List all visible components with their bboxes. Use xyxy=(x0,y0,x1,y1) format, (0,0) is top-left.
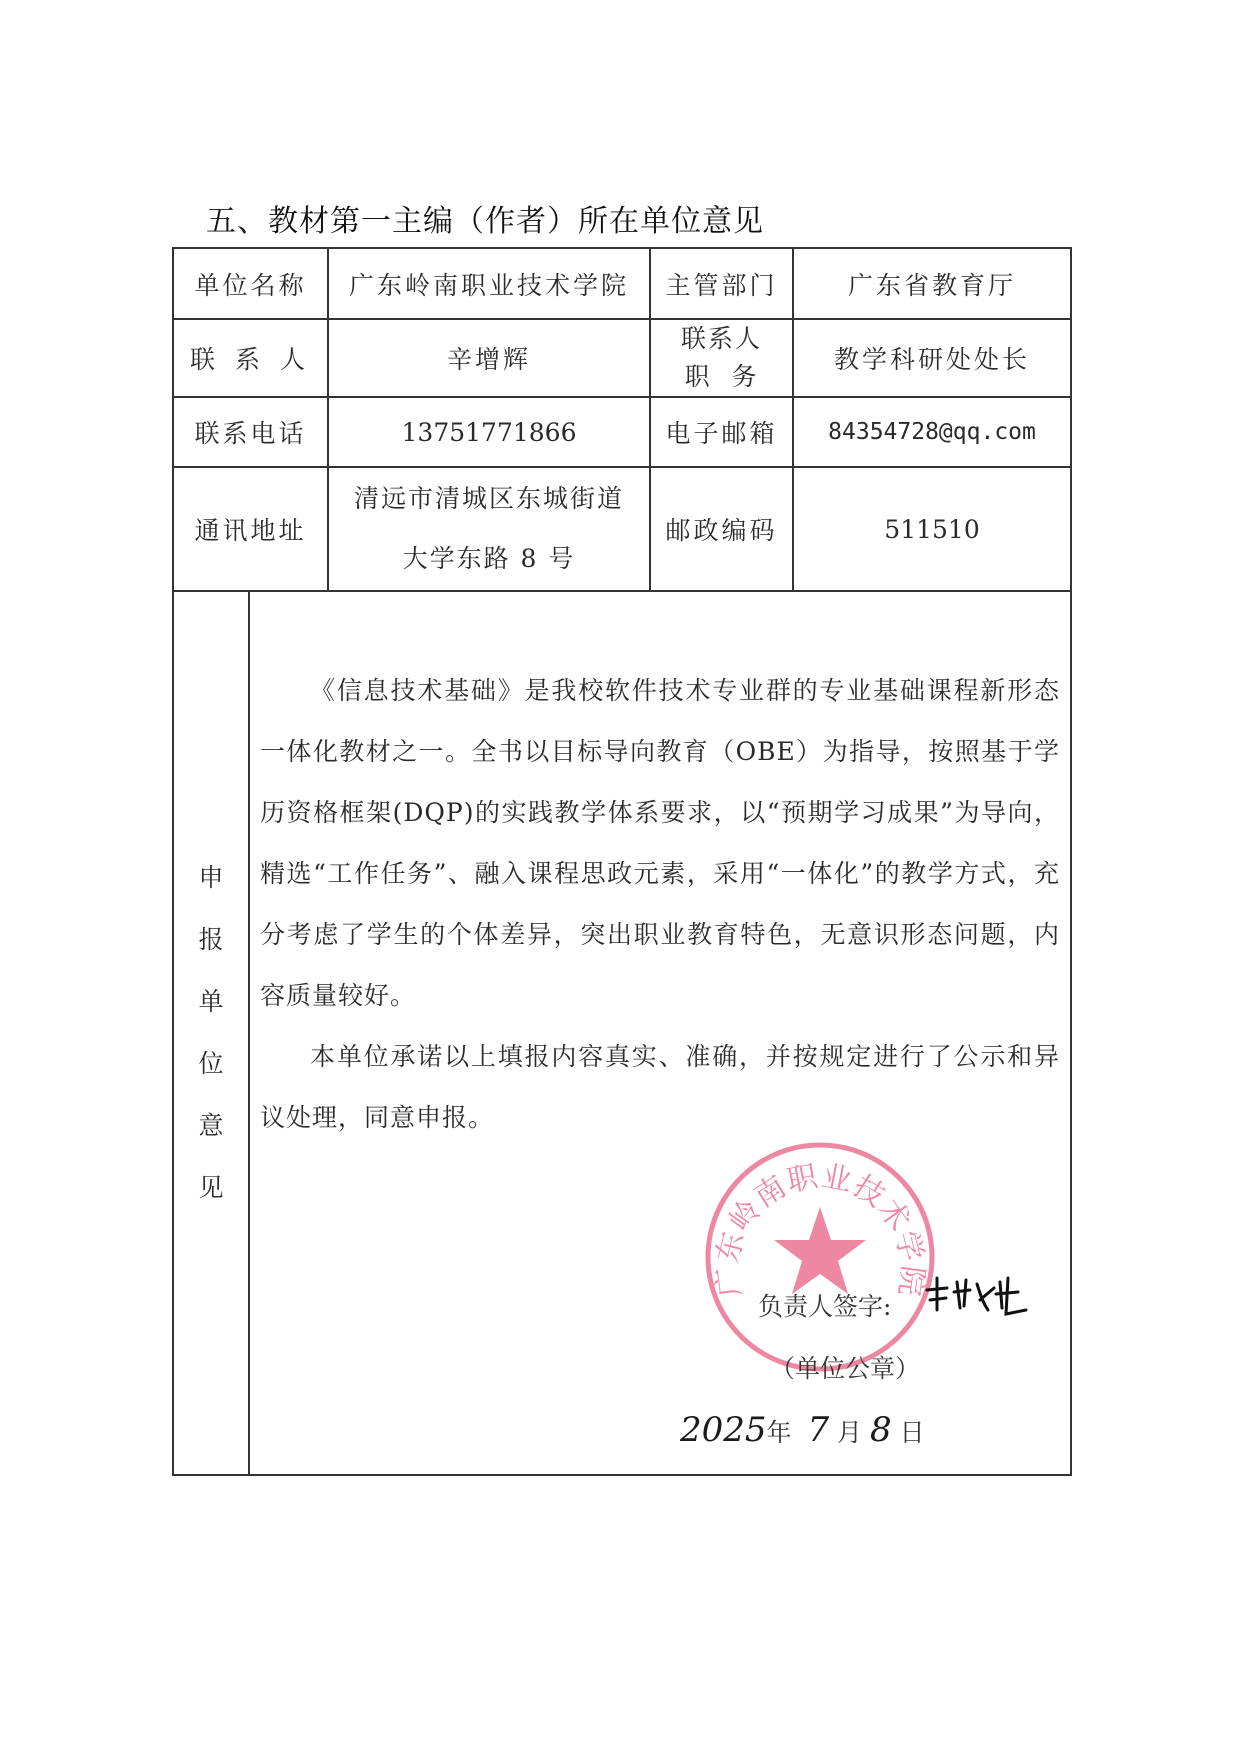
contact-title-label-line2: 职 务 xyxy=(684,362,759,391)
postcode-value: 511510 xyxy=(793,467,1071,591)
address-line2: 大学东路 8 号 xyxy=(402,544,576,573)
address-value xyxy=(328,467,650,591)
unit-name-value: 广东岭南职业技术学院 xyxy=(328,248,650,319)
opinion-paragraph-1: 《信息技术基础》是我校软件技术专业群的专业基础课程新形态一体化教材之一。全书以目标导向教育（OBE）为指导，按照基于学历资格框架(DQP)的实践教学体系要求，以“预期学习成果”为导向，精选“工作任务”、融入课程思政元素，采用“一体化”的教学方式，充分考虑了学生的个体差异，突出职业教育特色，无意识形态问题，内容质量较好。 xyxy=(260,676,1061,1010)
row-contact xyxy=(173,319,1071,397)
supervisor-value: 广东省教育厅 xyxy=(793,248,1071,319)
opinion-label-char: 单 xyxy=(198,987,224,1016)
opinion-label-char: 位 xyxy=(198,1049,224,1078)
address-label: 通讯地址 xyxy=(173,467,328,591)
opinion-label xyxy=(173,591,249,1475)
official-seal-stamp xyxy=(700,1137,940,1377)
contact-value: 辛增辉 xyxy=(328,319,650,397)
row-phone xyxy=(173,397,1071,467)
date-month: 7 xyxy=(807,1410,830,1450)
unit-seal-note: （单位公章） xyxy=(770,1354,921,1383)
contact-title-label-line1: 联系人 xyxy=(681,324,763,353)
opinion-label-char: 见 xyxy=(198,1173,224,1202)
row-opinion xyxy=(173,591,1071,1475)
postcode-label: 邮政编码 xyxy=(650,467,793,591)
date-year-suffix: 年 xyxy=(766,1418,792,1447)
opinion-label-char: 报 xyxy=(198,925,224,954)
signature-line xyxy=(758,1287,891,1323)
seal-star-icon xyxy=(774,1207,866,1294)
email-label: 电子邮箱 xyxy=(650,397,793,467)
contact-label: 联 系 人 xyxy=(173,319,328,397)
date-year: 2025 xyxy=(680,1410,767,1450)
section-title: 五、教材第一主编（作者）所在单位意见 xyxy=(206,204,764,239)
row-unit-name xyxy=(173,248,1071,319)
date-day-suffix: 日 xyxy=(899,1418,925,1447)
contact-title-label xyxy=(650,319,793,397)
phone-value: 13751771866 xyxy=(328,397,650,467)
opinion-label-char: 意 xyxy=(198,1111,224,1140)
opinion-content xyxy=(249,591,1071,1475)
unit-name-label: 单位名称 xyxy=(173,248,328,319)
date-month-suffix: 月 xyxy=(837,1418,863,1447)
seal-text: 广东岭南职业技术学院 xyxy=(709,1159,931,1299)
date-day: 8 xyxy=(870,1410,892,1450)
opinion-form-table xyxy=(172,247,1072,1476)
signature-label: 负责人签字: xyxy=(758,1292,892,1321)
date-line xyxy=(680,1410,925,1450)
opinion-paragraph-2: 本单位承诺以上填报内容真实、准确，并按规定进行了公示和异议处理，同意申报。 xyxy=(260,1042,1061,1132)
opinion-label-char: 申 xyxy=(198,863,224,892)
supervisor-label: 主管部门 xyxy=(650,248,793,319)
address-line1: 清远市清城区东城街道 xyxy=(354,484,625,513)
contact-title-value: 教学科研处处长 xyxy=(793,319,1071,397)
handwritten-signature xyxy=(922,1270,1032,1320)
email-value: 84354728@qq.com xyxy=(793,397,1071,467)
opinion-body xyxy=(250,592,1070,1148)
row-address xyxy=(173,467,1071,591)
phone-label: 联系电话 xyxy=(173,397,328,467)
